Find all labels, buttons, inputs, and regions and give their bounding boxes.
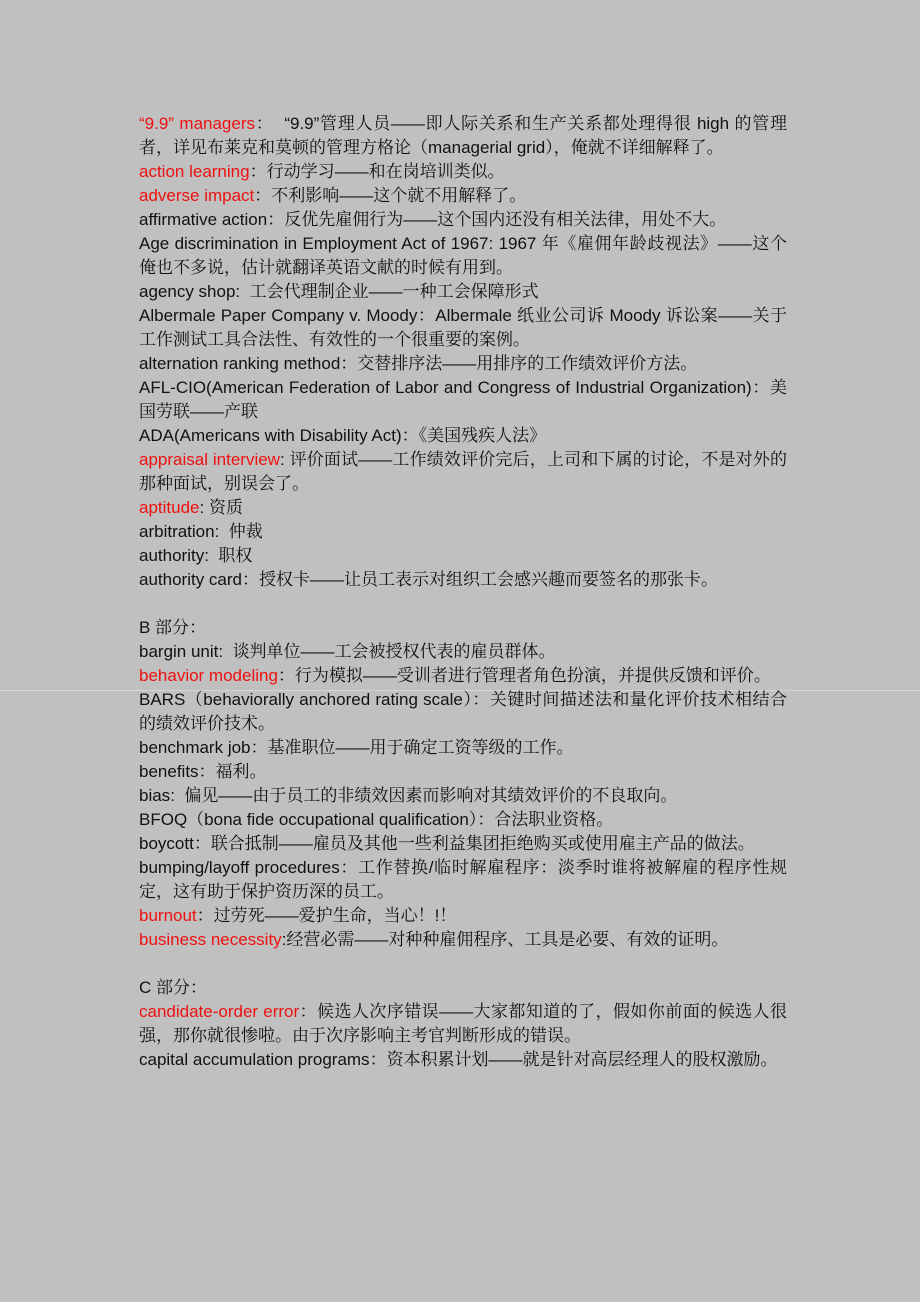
glossary-term: affirmative action bbox=[139, 210, 268, 229]
glossary-definition: 合法职业资格。 bbox=[494, 810, 614, 829]
glossary-entry bbox=[139, 856, 787, 904]
glossary-definition: 评价面试——工作绩效评价完后，上司和下属的讨论，不是对外的那种面试，别误会了。 bbox=[139, 450, 788, 493]
glossary-term: business necessity bbox=[139, 930, 282, 949]
blank-line bbox=[139, 952, 787, 976]
glossary-definition: 1967 年《雇佣年龄歧视法》——这个俺也不多说，估计就翻译英语文献的时候有用到。 bbox=[139, 234, 788, 277]
term-separator: : bbox=[279, 450, 290, 469]
glossary-term: boycott bbox=[139, 834, 194, 853]
glossary-entry bbox=[139, 232, 787, 280]
term-separator: ： bbox=[340, 354, 358, 373]
glossary-entry bbox=[139, 568, 787, 592]
glossary-definition: 资质 bbox=[208, 498, 243, 517]
term-separator: : bbox=[218, 642, 233, 661]
glossary-term: burnout bbox=[139, 906, 197, 925]
glossary-term: alternation ranking method bbox=[139, 354, 341, 373]
glossary-definition: 候选人次序错误——大家都知道的了，假如你前面的候选人很强，那你就很惨啦。由于次序影响主考官判断形成的错误。 bbox=[139, 1002, 788, 1045]
glossary-entry bbox=[139, 640, 787, 664]
term-separator: ： bbox=[339, 858, 359, 877]
glossary-term: BFOQ（bona fide occupational qualification） bbox=[139, 810, 478, 829]
glossary-definition: Albermale 纸业公司诉 Moody 诉讼案——关于工作测试工具合法性、有效性的一个很重要的案例。 bbox=[139, 306, 787, 349]
term-separator: ： bbox=[472, 690, 490, 709]
glossary-entry bbox=[139, 376, 787, 424]
glossary-entry bbox=[139, 784, 787, 808]
glossary-entry bbox=[139, 616, 787, 640]
term-separator: : bbox=[235, 282, 250, 301]
glossary-term: capital accumulation programs bbox=[139, 1050, 370, 1069]
glossary-entry bbox=[139, 160, 787, 184]
glossary-entry bbox=[139, 904, 787, 928]
glossary-entry bbox=[139, 688, 787, 736]
glossary-entry bbox=[139, 1048, 787, 1072]
glossary-definition: 交替排序法——用排序的工作绩效评价方法。 bbox=[357, 354, 698, 373]
glossary-definition: 资本积累计划——就是针对高层经理人的股权激励。 bbox=[386, 1050, 778, 1069]
glossary-term: B 部分 bbox=[139, 618, 190, 637]
glossary-definition: 行为模拟——受训者进行管理者角色扮演，并提供反馈和评价。 bbox=[294, 666, 771, 685]
term-separator: ： bbox=[369, 1050, 387, 1069]
glossary-entry bbox=[139, 544, 787, 568]
term-separator: ： bbox=[401, 426, 419, 445]
glossary-definition: 仲裁 bbox=[228, 522, 263, 541]
glossary-entry bbox=[139, 976, 787, 1000]
glossary-definition: 不利影响——这个就不用解释了。 bbox=[271, 186, 527, 205]
glossary-term: bias bbox=[139, 786, 171, 805]
glossary-definition: 授权卡——让员工表示对组织工会感兴趣而要签名的那张卡。 bbox=[259, 570, 718, 589]
glossary-definition: 职权 bbox=[218, 546, 253, 565]
glossary-definition: 关键时间描述法和量化评价技术相结合的绩效评价技术。 bbox=[139, 690, 787, 733]
glossary-term: authority card bbox=[139, 570, 242, 589]
glossary-definition: 《美国残疾人法》 bbox=[418, 426, 547, 445]
term-separator: : bbox=[281, 930, 287, 949]
glossary-definition: 偏见——由于员工的非绩效因素而影响对其绩效评价的不良取向。 bbox=[184, 786, 678, 805]
term-separator: ： bbox=[249, 162, 267, 181]
glossary-definition: 基准职位——用于确定工资等级的工作。 bbox=[267, 738, 574, 757]
glossary-entry bbox=[139, 760, 787, 784]
term-separator: ： bbox=[189, 618, 207, 637]
glossary-entry bbox=[139, 304, 787, 352]
glossary-entry bbox=[139, 520, 787, 544]
glossary-entry bbox=[139, 424, 787, 448]
glossary-term: agency shop bbox=[139, 282, 236, 301]
term-separator: : bbox=[170, 786, 185, 805]
glossary-entry bbox=[139, 280, 787, 304]
glossary-definition: 福利。 bbox=[215, 762, 267, 781]
term-separator: ： bbox=[277, 666, 295, 685]
glossary-term: BARS（behaviorally anchored rating scale） bbox=[139, 690, 473, 709]
glossary-entry bbox=[139, 664, 787, 688]
term-separator: ： bbox=[417, 306, 436, 325]
term-separator: ： bbox=[267, 210, 285, 229]
glossary-term: benefits bbox=[139, 762, 199, 781]
glossary-entry bbox=[139, 184, 787, 208]
glossary-entry bbox=[139, 208, 787, 232]
term-separator: ： bbox=[254, 186, 272, 205]
glossary-definition: 工作替换/临时解雇程序：淡季时谁将被解雇的程序性规定，这有助于保护资历深的员工。 bbox=[139, 858, 787, 901]
glossary-term: C 部分 bbox=[139, 978, 190, 997]
glossary-entry bbox=[139, 496, 787, 520]
term-separator: : bbox=[204, 546, 219, 565]
term-separator: ： bbox=[250, 738, 268, 757]
term-separator: ： bbox=[255, 114, 285, 133]
glossary-entry bbox=[139, 448, 787, 496]
glossary-entry bbox=[139, 736, 787, 760]
term-separator: ： bbox=[242, 570, 259, 589]
glossary-definition: 反优先雇佣行为——这个国内还没有相关法律，用处不大。 bbox=[284, 210, 727, 229]
glossary-term: bumping/layoff procedures bbox=[139, 858, 340, 877]
glossary-definition: 谈判单位——工会被授权代表的雇员群体。 bbox=[232, 642, 556, 661]
glossary-term: candidate-order error bbox=[139, 1002, 300, 1021]
term-separator: ： bbox=[198, 762, 216, 781]
term-separator: ： bbox=[751, 378, 771, 397]
glossary-term: benchmark job bbox=[139, 738, 251, 757]
glossary-term: aptitude bbox=[139, 498, 200, 517]
term-separator: : bbox=[214, 522, 229, 541]
glossary-entry bbox=[139, 352, 787, 376]
glossary-term: Age discrimination in Employment Act of 1967 bbox=[139, 234, 489, 253]
glossary-definition: 过劳死——爱护生命，当心！!！ bbox=[213, 906, 457, 925]
term-separator: : bbox=[488, 234, 499, 253]
glossary-term: AFL-CIO(American Federation of Labor and Congress of Industrial Organization) bbox=[139, 378, 752, 397]
term-separator: ： bbox=[190, 978, 207, 997]
glossary-term: “9.9” managers bbox=[139, 114, 255, 133]
term-separator: ： bbox=[299, 1002, 318, 1021]
glossary-term: behavior modeling bbox=[139, 666, 278, 685]
glossary-term: ADA(Americans with Disability Act) bbox=[139, 426, 402, 445]
term-separator: ： bbox=[196, 906, 214, 925]
glossary-definition: 行动学习——和在岗培训类似。 bbox=[266, 162, 505, 181]
glossary-term: authority bbox=[139, 546, 205, 565]
glossary-definition: 联合抵制——雇员及其他一些利益集团拒绝购买或使用雇主产品的做法。 bbox=[210, 834, 755, 853]
term-separator: ： bbox=[477, 810, 495, 829]
blank-line bbox=[139, 592, 787, 616]
glossary-term: adverse impact bbox=[139, 186, 255, 205]
glossary-term: bargin unit bbox=[139, 642, 219, 661]
term-separator: ： bbox=[193, 834, 211, 853]
glossary-term: Albermale Paper Company v. Moody bbox=[139, 306, 418, 325]
glossary-term: action learning bbox=[139, 162, 250, 181]
glossary-document bbox=[139, 112, 787, 1072]
glossary-entry bbox=[139, 832, 787, 856]
glossary-term: appraisal interview bbox=[139, 450, 280, 469]
glossary-definition: 美国劳联——产联 bbox=[139, 378, 788, 421]
term-separator: : bbox=[199, 498, 209, 517]
glossary-definition: 经营必需——对种种雇佣程序、工具是必要、有效的证明。 bbox=[286, 930, 729, 949]
glossary-definition: 工会代理制企业——一种工会保障形式 bbox=[249, 282, 539, 301]
glossary-entry bbox=[139, 1000, 787, 1048]
glossary-entry bbox=[139, 928, 787, 952]
glossary-definition: “9.9”管理人员——即人际关系和生产关系都处理得很 high 的管理者，详见布莱克和莫顿的管理方格论（managerial grid），俺就不详细解释了。 bbox=[139, 114, 787, 157]
glossary-entry bbox=[139, 808, 787, 832]
glossary-entry bbox=[139, 112, 787, 160]
glossary-term: arbitration bbox=[139, 522, 215, 541]
